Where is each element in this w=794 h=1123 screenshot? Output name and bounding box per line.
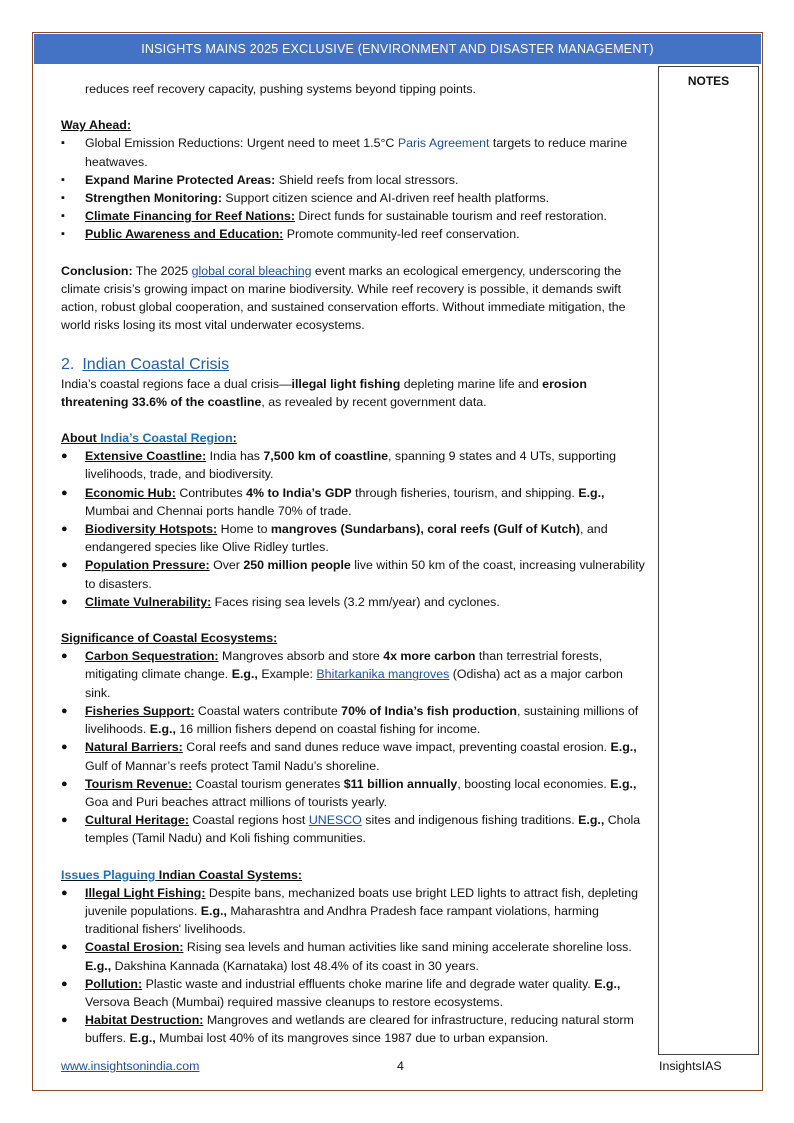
bullet-icon: ▪ xyxy=(61,210,65,223)
list-item: ● Tourism Revenue: Coastal tourism generates $11 billion annually, boosting local economies. E.g., Goa and Puri beaches attract millions of tourists yearly. xyxy=(61,776,637,809)
bullet-icon: ● xyxy=(61,977,68,990)
list-item: ● Pollution: Plastic waste and industrial effluents choke marine life and degrade water quality. E.g., Versova Beach (Mumbai) required massive cleanups to restore ecosystems. xyxy=(61,976,621,1009)
page-number: 4 xyxy=(397,1059,404,1073)
bullet-icon: ▪ xyxy=(61,137,65,150)
list-item: ▪ Strengthen Monitoring: Support citizen science and AI-driven reef health platforms. xyxy=(61,189,645,207)
india-coastal-region-link[interactable]: India’s Coastal Region xyxy=(100,431,233,446)
list-item: ● Carbon Sequestration: Mangroves absorb and store 4x more carbon than terrestrial forests, mitigating climate change. E.g., Example: Bhitarkanika mangroves (Odisha) act as a major carbon sink. xyxy=(61,649,623,700)
carry-over-text: reduces reef recovery capacity, pushing systems beyond tipping points. xyxy=(85,82,476,96)
bullet-icon: ● xyxy=(61,559,68,572)
about-heading: About India’s Coastal Region: xyxy=(61,431,237,446)
way-ahead-heading: Way Ahead: xyxy=(61,118,131,133)
bullet-icon: ▪ xyxy=(61,192,65,205)
notes-column xyxy=(658,66,759,1055)
global-coral-bleaching-link[interactable]: global coral bleaching xyxy=(191,263,312,278)
way-ahead-list xyxy=(61,134,645,243)
page-header: INSIGHTS MAINS 2025 EXCLUSIVE (ENVIRONMENT AND DISASTER MANAGEMENT) xyxy=(34,34,761,64)
bullet-icon: ● xyxy=(61,704,68,717)
list-item: ● Economic Hub: Contributes 4% to India’s GDP through fisheries, tourism, and shipping. E.g., Mumbai and Chennai ports handle 70% of trade. xyxy=(61,485,605,518)
bullet-icon: ● xyxy=(61,595,68,608)
about-list xyxy=(61,447,645,611)
list-item: ▪ Expand Marine Protected Areas: Shield reefs from local stressors. xyxy=(61,171,645,189)
list-item: ● Illegal Light Fishing: Despite bans, mechanized boats use bright LED lights to attract fish, depleting juvenile populations. E.g., Maharashtra and Andhra Pradesh face rampant violations, harming traditional fishers' livelihoods. xyxy=(61,885,639,937)
significance-heading: Significance of Coastal Ecosystems: xyxy=(61,631,278,646)
bhitarkanika-mangroves-link[interactable]: Bhitarkanika mangroves xyxy=(316,667,450,682)
bullet-icon: ● xyxy=(61,886,68,899)
list-item: ● Fisheries Support: Coastal waters contribute 70% of India’s fish production, sustaining millions of livelihoods. E.g., 16 million fishers depend on coastal fishing for income. xyxy=(61,703,639,737)
list-item: ● Coastal Erosion: Rising sea levels and human activities like sand mining accelerate shoreline loss. E.g., Dakshina Kannada (Karnataka) lost 48.4% of its coast in 30 years. xyxy=(61,940,632,973)
list-item: ● Extensive Coastline: India has 7,500 km of coastline, spanning 9 states and 4 UTs, supporting livelihoods, trade, and biodiversity. xyxy=(61,449,617,482)
list-item: ▪ Public Awareness and Education: Promote community-led reef conservation. xyxy=(61,225,645,243)
bullet-icon: ● xyxy=(61,741,68,754)
list-item: ▪ Climate Financing for Reef Nations: Direct funds for sustainable tourism and reef restoration. xyxy=(61,207,645,225)
issues-list xyxy=(61,884,645,1048)
bullet-icon: ● xyxy=(61,650,68,663)
list-item: ● Natural Barriers: Coral reefs and sand dunes reduce wave impact, preventing coastal erosion. E.g., Gulf of Mannar’s reefs protect Tamil Nadu’s shoreline. xyxy=(61,740,637,773)
bullet-icon: ● xyxy=(61,450,68,463)
bullet-icon: ● xyxy=(61,1014,68,1027)
list-item: ● Cultural Heritage: Coastal regions host UNESCO sites and indigenous fishing traditions. E.g., Chola temples (Tamil Nadu) and Koli fishing communities. xyxy=(61,813,641,846)
bullet-icon: ● xyxy=(61,814,68,827)
list-item: ● Climate Vulnerability: Faces rising sea levels (3.2 mm/year) and cyclones. xyxy=(61,593,645,611)
bullet-icon: ▪ xyxy=(61,228,65,241)
bullet-icon: ● xyxy=(61,486,68,499)
bullet-icon: ▪ xyxy=(61,173,65,186)
conclusion-paragraph: Conclusion: The 2025 global coral bleaching event marks an ecological emergency, underscoring the climate crisis’s growing impact on marine biodiversity. While reef recovery is possible, it demands swift action, robust global cooperation, and sustained conservation efforts. Without immediate mitigation, the world risks losing its most vital underwater ecosystems. xyxy=(61,263,626,333)
list-item: ● Population Pressure: Over 250 million people live within 50 km of the coast, increasing vulnerability to disasters. xyxy=(61,558,645,591)
section-title: 2. Indian Coastal Crisis xyxy=(61,356,230,374)
main-content xyxy=(61,80,645,1048)
brand-name: InsightsIAS xyxy=(659,1059,722,1073)
notes-title: NOTES xyxy=(687,74,730,88)
section-intro: India’s coastal regions face a dual crisis—illegal light fishing depleting marine life and erosion threatening 33.6% of the coastline, as revealed by recent government data. xyxy=(61,376,587,409)
bullet-icon: ● xyxy=(61,941,68,954)
list-item: ● Habitat Destruction: Mangroves and wetlands are cleared for infrastructure, reducing natural storm buffers. E.g., Mumbai lost 40% of its mangroves since 1987 due to urban expansion. xyxy=(61,1013,634,1046)
issues-heading: Issues Plaguing Indian Coastal Systems: xyxy=(61,867,303,882)
bullet-icon: ● xyxy=(61,777,68,790)
issues-plaguing-link[interactable]: Issues Plaguing xyxy=(61,867,156,882)
list-item: ▪ Global Emission Reductions: Urgent need to meet 1.5°C Paris Agreement targets to reduce marine heatwaves. xyxy=(61,136,628,169)
bullet-icon: ● xyxy=(61,523,68,536)
list-item: ● Biodiversity Hotspots: Home to mangroves (Sundarbans), coral reefs (Gulf of Kutch), and endangered species like Olive Ridley turtles. xyxy=(61,522,608,555)
unesco-link[interactable]: UNESCO xyxy=(308,813,362,828)
website-link[interactable]: www.insightsonindia.com xyxy=(61,1059,200,1073)
paris-agreement-link[interactable]: Paris Agreement xyxy=(397,136,490,151)
significance-list xyxy=(61,647,645,847)
